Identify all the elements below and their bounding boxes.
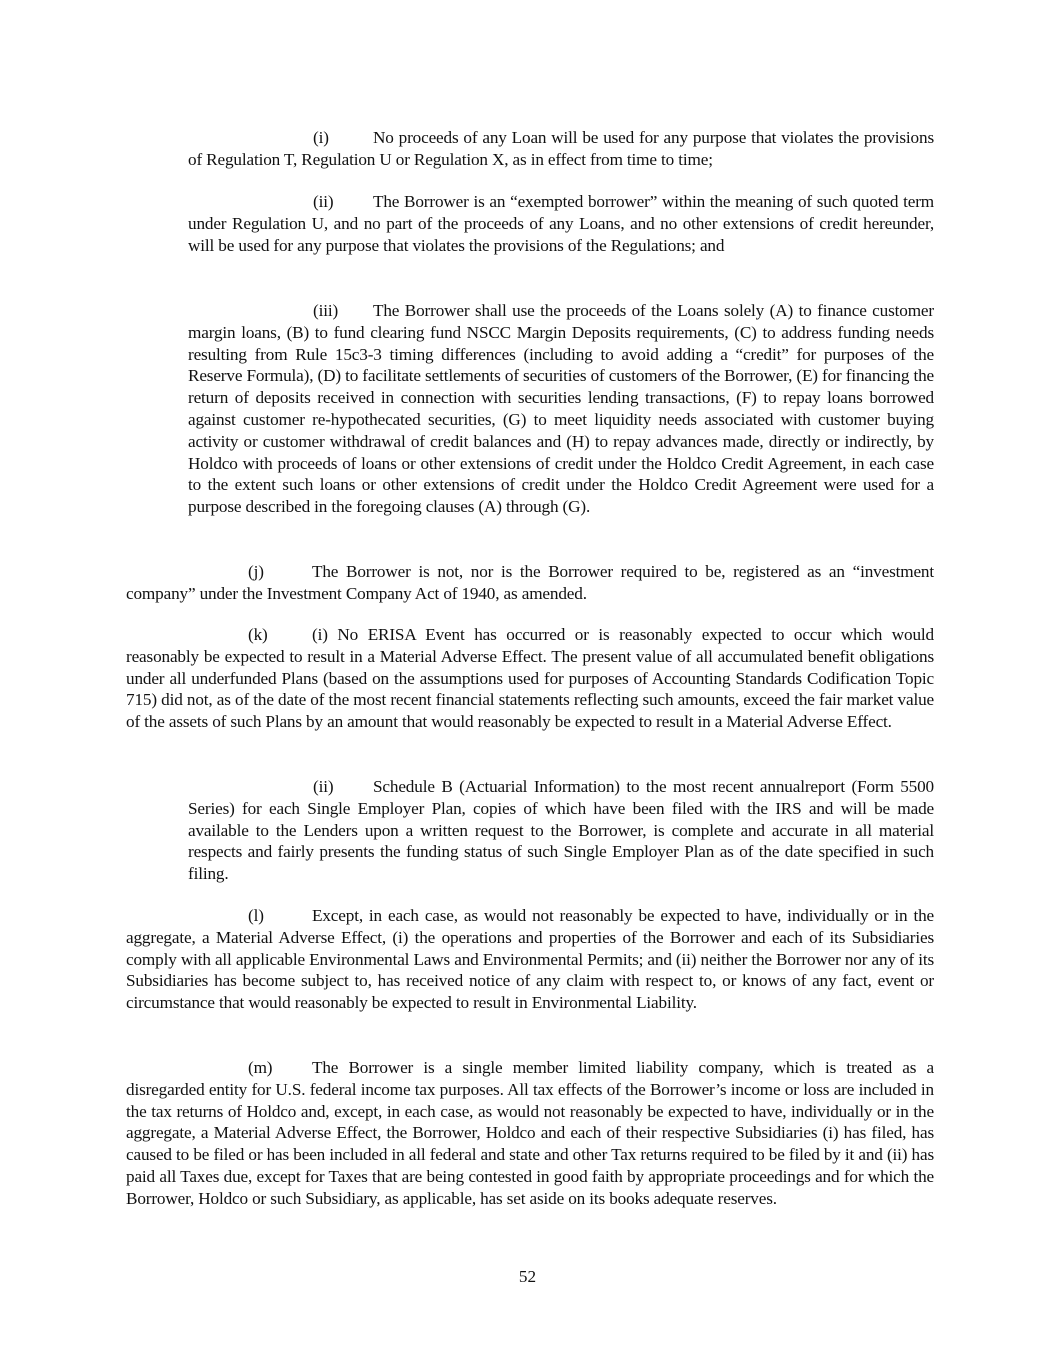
paragraph-text: The Borrower shall use the proceeds of the Loans solely (A) to finance customer margin loans, (B) to fund clearing fund NSCC Margin Deposits requirements, (C) to address funding needs resulting from Rule 15c3-3 timing differences (including to avoid adding a “credit” for purposes of the Reserve Formula), (D) to facilitate settlements of securities of customers of the Borrower, (E) for financing the return of deposits received in connection with securities lending transactions, (F) to repay loans borrowed against customer re-hypothecated securities, (G) to meet liquidity needs associated with customer buying activity or customer withdrawal of credit balances and (H) to repay advances made, directly or indirectly, by Holdco with proceeds of loans or other extensions of credit under the Holdco Credit Agreement, in each case to the extent such loans or other extensions of credit under the Holdco Credit Agreement were used for a purpose described in the foregoing clauses (A) through (G). (188, 301, 934, 517)
paragraph-label: (k) (248, 625, 268, 644)
paragraph-label: (i) (313, 128, 329, 147)
paragraph-ii (188, 191, 934, 256)
paragraph-i (188, 127, 934, 171)
paragraph-j (126, 561, 934, 605)
page-number: 52 (518, 1267, 537, 1286)
paragraph-text: The Borrower is not, nor is the Borrower required to be, registered as an “investment company” under the Investment Company Act of 1940, as amended. (126, 562, 934, 603)
paragraph-label: (ii) (313, 192, 334, 211)
paragraph-k-ii (188, 776, 934, 885)
paragraph-label: (m) (248, 1058, 273, 1077)
paragraph-label: (j) (248, 562, 264, 581)
paragraph-k (126, 624, 934, 733)
paragraph-text: (i) No ERISA Event has occurred or is reasonably expected to occur which would reasonably be expected to result in a Material Adverse Effect. The present value of all accumulated benefit obligations under all underfunded Plans (based on the assumptions used for purposes of Accounting Standards Codification Topic 715) did not, as of the date of the most recent financial statements reflecting such amounts, exceed the fair market value of the assets of such Plans by an amount that would reasonably be expected to result in a Material Adverse Effect. (126, 625, 934, 732)
paragraph-text: Except, in each case, as would not reasonably be expected to have, individually or in the aggregate, a Material Adverse Effect, (i) the operations and properties of the Borrower and each of its Subsidiaries comply with all applicable Environmental Laws and Environmental Permits; and (ii) neither the Borrower nor any of its Subsidiaries has become subject to, has received notice of any claim with respect to, or knows of any fact, event or circumstance that would reasonably be expected to result in Environmental Liability. (126, 906, 934, 1013)
paragraph-l (126, 905, 934, 1014)
paragraph-label: (iii) (313, 301, 339, 320)
paragraph-text: The Borrower is a single member limited liability company, which is treated as a disregarded entity for U.S. federal income tax purposes. All tax effects of the Borrower’s income or loss are included in the tax returns of Holdco and, except, in each case, as would not reasonably be expected to have, individually or in the aggregate, a Material Adverse Effect, the Borrower, Holdco and each of their respective Subsidiaries (i) has filed, has caused to be filed or has been included in all federal and state and other Tax returns required to be filed by it and (ii) has paid all Taxes due, except for Taxes that are being contested in good faith by appropriate proceedings and for which the Borrower, Holdco or such Subsidiary, as applicable, has set aside on its books adequate reserves. (126, 1058, 934, 1208)
paragraph-iii (188, 300, 934, 518)
paragraph-m (126, 1057, 934, 1210)
paragraph-text: Schedule B (Actuarial Information) to the most recent annualreport (Form 5500 Series) for each Single Employer Plan, copies of which have been filed with the IRS and will be made available to the Lenders upon a written request to the Borrower, is complete and accurate in all material respects and fairly presents the funding status of such Single Employer Plan as of the date specified in such filing. (188, 777, 934, 884)
paragraph-text: The Borrower is an “exempted borrower” within the meaning of such quoted term under Regulation U, and no part of the proceeds of any Loans, and no other extensions of credit hereunder, will be used for any purpose that violates the provisions of the Regulations; and (188, 192, 934, 255)
paragraph-label: (ii) (313, 777, 334, 796)
paragraph-text: No proceeds of any Loan will be used for any purpose that violates the provisions of Regulation T, Regulation U or Regulation X, as in effect from time to time; (188, 128, 934, 169)
paragraph-label: (l) (248, 906, 264, 925)
